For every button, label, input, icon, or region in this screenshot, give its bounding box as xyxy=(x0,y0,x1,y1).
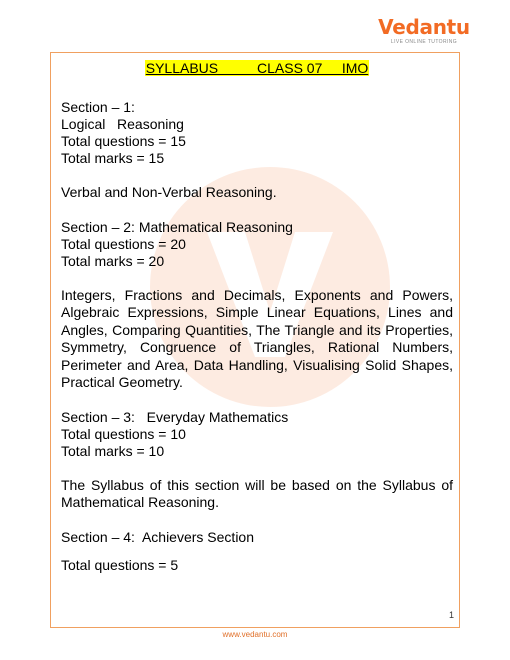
section-subtitle: Logical Reasoning xyxy=(61,116,184,132)
syllabus-heading xyxy=(61,60,453,77)
section-2 xyxy=(61,219,453,392)
vedantu-logo xyxy=(374,16,474,45)
total-questions: Total questions = 5 xyxy=(61,556,179,573)
section-title: Section – 1: xyxy=(61,99,135,115)
total-questions: Total questions = 20 xyxy=(61,235,186,252)
section-title: Section – 3: Everyday Mathematics xyxy=(61,408,289,425)
section-1 xyxy=(61,99,453,202)
syllabus-content xyxy=(61,56,453,574)
heading-text: SYLLABUS CLASS 07 IMO xyxy=(145,60,369,76)
total-marks: Total marks = 15 xyxy=(61,150,165,166)
section-title: Section – 2: Mathematical Reasoning xyxy=(61,218,293,235)
section-body: Verbal and Non-Verbal Reasoning. xyxy=(61,184,277,200)
section-3 xyxy=(61,409,453,512)
total-marks: Total marks = 10 xyxy=(61,442,165,459)
total-questions: Total questions = 10 xyxy=(61,425,186,442)
logo-tagline: LIVE ONLINE TUTORING xyxy=(390,39,458,45)
footer-url[interactable]: www.vedantu.com xyxy=(222,630,288,639)
logo-wordmark: Vedantu xyxy=(378,15,470,39)
section-body: Integers, Fractions and Decimals, Exponents and Powers, Algebraic Expressions, Simple Linear Equations, Lines and Angles, Comparing Quantities, The Triangle and its Properties, Symmetry, Congruence of Triangles, Rational Numbers, Perimeter and Area, Data Handling, Visualising Solid Shapes, Practical Geometry. xyxy=(61,286,453,390)
section-4 xyxy=(61,529,453,574)
section-body: The Syllabus of this section will be based on the Syllabus of Mathematical Reasoning. xyxy=(61,476,453,510)
total-questions: Total questions = 15 xyxy=(61,133,186,149)
total-marks: Total marks = 20 xyxy=(61,252,165,269)
section-title: Section – 4: Achievers Section xyxy=(61,528,254,545)
page-number: 1 xyxy=(448,610,454,620)
